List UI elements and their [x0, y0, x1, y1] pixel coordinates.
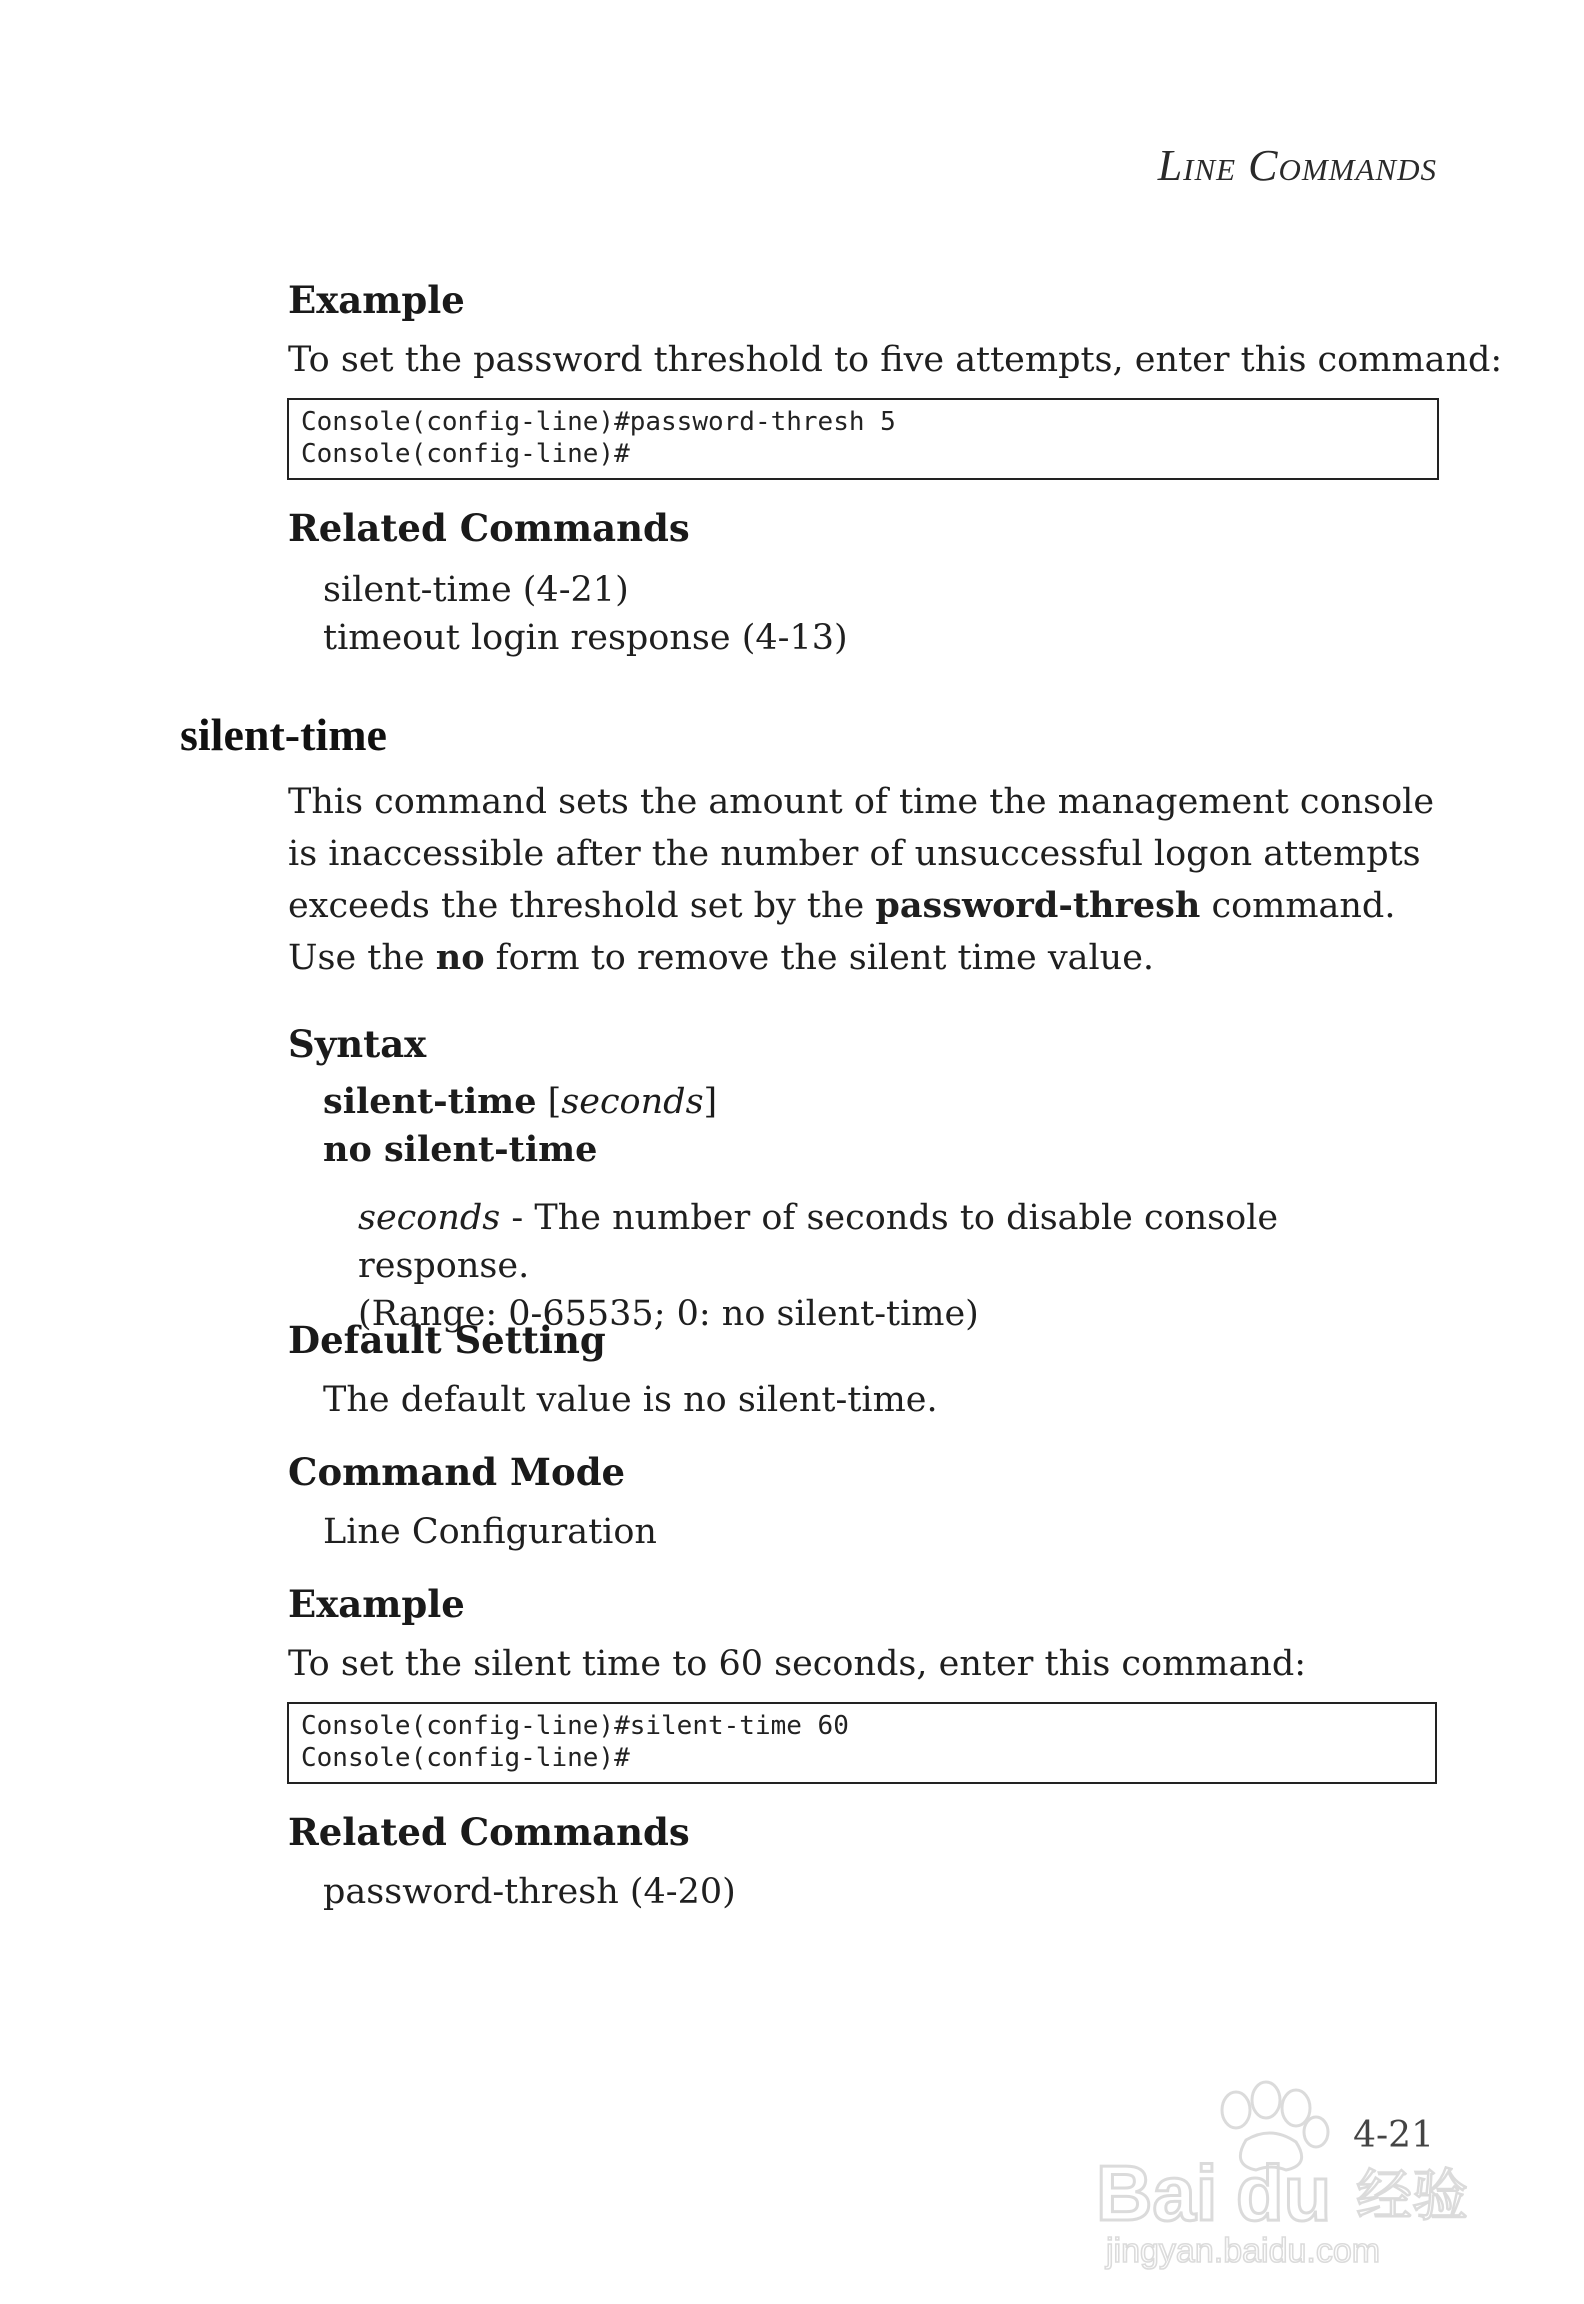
- example-heading-prev: Example: [288, 278, 465, 322]
- svg-text:Bai: Bai: [1096, 2149, 1218, 2237]
- default-text: The default value is no silent-time.: [323, 1380, 938, 1420]
- related-heading: Related Commands: [288, 1810, 690, 1854]
- svg-text:du: du: [1236, 2149, 1332, 2237]
- related-item: password-thresh (4-20): [323, 1872, 736, 1912]
- syntax-no-form: no silent-time: [323, 1129, 598, 1170]
- syntax-bracket-open: [: [547, 1082, 562, 1122]
- syntax-argument: seconds: [561, 1082, 704, 1122]
- related-item: timeout login response (4-13): [323, 618, 848, 658]
- desc-text: form to remove the silent time value.: [484, 938, 1155, 978]
- related-list-prev: [323, 566, 848, 662]
- code-line: Console(config-line)#silent-time 60: [301, 1711, 849, 1741]
- mode-text: Line Configuration: [323, 1512, 657, 1552]
- baidu-jingyan-watermark: [1086, 2070, 1506, 2270]
- code-block: [287, 1702, 1437, 1784]
- command-title: silent-time: [180, 709, 387, 760]
- parameter-text: - The number of seconds to disable console response.: [358, 1198, 1279, 1286]
- code-block-prev: [287, 398, 1439, 480]
- running-header: Line Commands: [1157, 141, 1437, 190]
- syntax-command: silent-time: [323, 1081, 537, 1122]
- code-line: Console(config-line)#: [301, 1743, 630, 1773]
- example-intro: To set the silent time to 60 seconds, enter this command:: [288, 1644, 1307, 1684]
- related-heading-prev: Related Commands: [288, 506, 690, 550]
- syntax-line: [323, 1078, 717, 1126]
- example-intro-prev: To set the password threshold to five attempts, enter this command:: [288, 340, 1503, 380]
- related-item: silent-time (4-21): [323, 570, 629, 610]
- code-line: Console(config-line)#: [301, 439, 630, 469]
- related-list: [323, 1868, 736, 1916]
- default-heading: Default Setting: [288, 1318, 606, 1362]
- parameter-range: (Range: 0-65535; 0: no silent-time): [358, 1294, 979, 1334]
- syntax-heading: Syntax: [288, 1022, 427, 1066]
- desc-text: This command sets the amount of time the management console is inaccessible after the number of unsuccessful logon attempts exceeds the threshold set by the: [288, 782, 1435, 926]
- mode-heading: Command Mode: [288, 1450, 626, 1494]
- desc-keyword-no: no: [435, 937, 485, 978]
- watermark-paw-icon: [1086, 2070, 1506, 2270]
- parameter-description: [358, 1194, 1448, 1338]
- code-line: Console(config-line)#password-thresh 5: [301, 407, 896, 437]
- syntax-bracket-close: ]: [703, 1082, 718, 1122]
- command-description: [288, 776, 1448, 984]
- desc-keyword-password-thresh: password-thresh: [875, 885, 1201, 926]
- svg-text:jingyan.baidu.com: jingyan.baidu.com: [1106, 2232, 1381, 2270]
- parameter-name: seconds: [358, 1198, 501, 1238]
- desc-text: command. Use the: [288, 886, 1396, 978]
- parameter-line: [358, 1194, 1448, 1290]
- page-number: 4-21: [1353, 2115, 1434, 2156]
- svg-text:经验: 经验: [1356, 2164, 1468, 2229]
- example-heading: Example: [288, 1582, 465, 1626]
